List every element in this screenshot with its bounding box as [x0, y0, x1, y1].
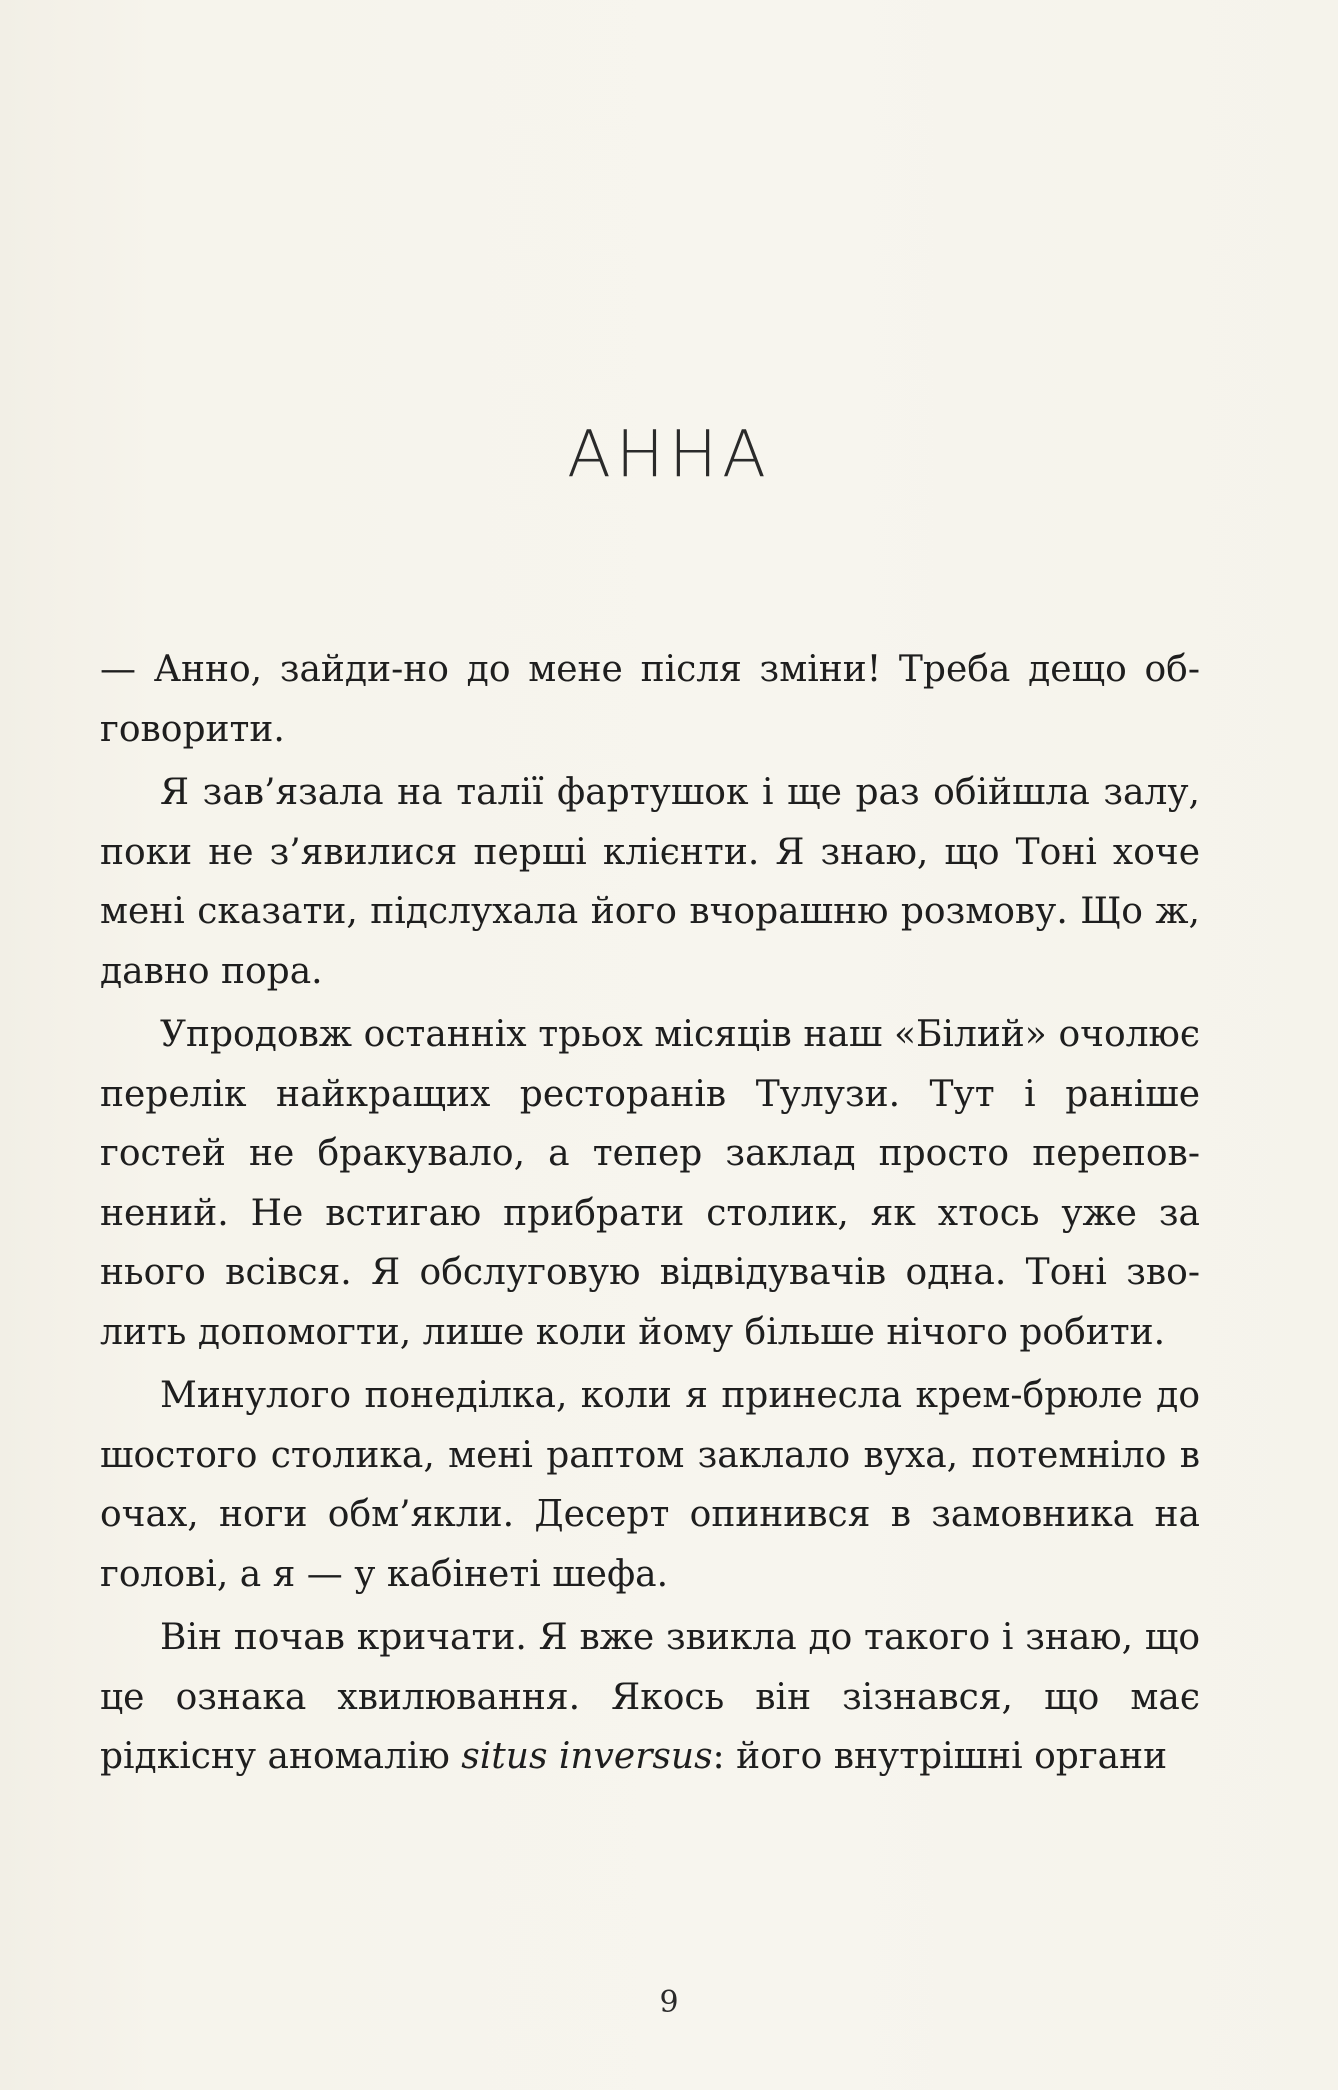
paragraph-1: — Анно, зайди-но до мене після зміни! Треба дещо обговорити.: [100, 649, 1200, 750]
italic-term: situs inversus: [461, 1736, 713, 1777]
paragraph-5-end: : його внутрішні органи: [712, 1736, 1168, 1777]
paragraph-2: Я зав’язала на талії фартушок і ще раз обійшла залу, поки не з’явилися перші клієнти. Я знаю, що Тоні хоче мені сказати, підслухала його вчорашню розмову. Що ж, давно пора.: [100, 772, 1200, 992]
paragraph-5: [100, 1608, 1200, 1787]
paragraph-5-start: Він почав кричати. Я вже звикла до такого і знаю, що це ознака хвилювання. Якось він зізнався, що має рідкісну аномалію: [100, 1617, 1200, 1777]
paragraph-3: Упродовж останніх трьох місяців наш «Білий» очолює перелік найкращих ресторанів Тулузи. Тут і раніше гостей не бракувало, а тепер заклад просто переповнений. Не встигаю прибрати столик, як хтось уже за нього всівся. Я обслуговую відвідувачів одна. Тоні зволить допомогти, лише коли йому більше нічого робити.: [100, 1014, 1200, 1353]
paragraph-4: Минулого понеділка, коли я принесла крем-брюле до шостого столика, мені раптом заклало вуха, потемніло в очах, ноги обм’якли. Десерт опинився в замовника на голові, а я — у кабінеті шефа.: [100, 1375, 1200, 1595]
page-number: 9: [659, 1985, 679, 2020]
body-text: [100, 640, 1200, 1791]
chapter-title: АННА: [567, 418, 771, 492]
